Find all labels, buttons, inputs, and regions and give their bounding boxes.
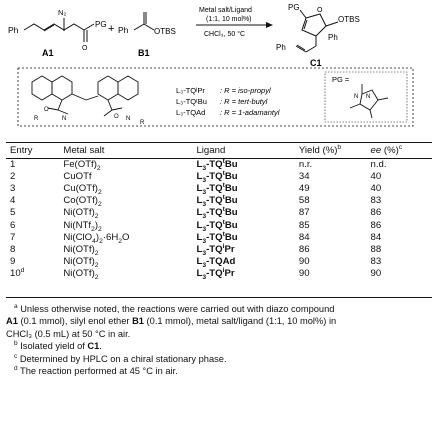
footnote-a-line3: CHCl₃ (0.5 mL) at 50 °C in air. [6, 328, 131, 339]
ligand-cell: $L_3-TQ^tBu$ [196, 218, 238, 233]
salt-cell: $Fe(OTf)_2$ [63, 158, 101, 172]
table-row [6, 182, 432, 194]
yield-cell: 90 [298, 256, 310, 268]
footnote-a: $^a$ Unless otherwise noted, the reactions were carried out with diazo compound [14, 302, 335, 314]
ligand-desc-2: : R = tert-butyl [220, 97, 268, 106]
ligand-name-1: L₃-TQᴵPr [176, 86, 205, 95]
ph-label-c1-a: Ph [328, 33, 338, 42]
ligand-cell: $L_3-TQ^tBu$ [196, 181, 238, 196]
compound-b1-structure [134, 12, 154, 30]
ph-label-a1: Ph [8, 25, 19, 35]
yield-cell: 90 [298, 268, 310, 280]
ee-cell: 84 [370, 231, 382, 243]
ligand-desc-3: : R = 1-adamantyl [220, 108, 280, 117]
yield-cell: 34 [298, 170, 310, 182]
yield-cell: 87 [298, 207, 310, 219]
compound-c1-structure [296, 10, 338, 52]
yield-cell: 85 [298, 219, 310, 231]
ligand-cell: $L_3-TQ^tBu$ [196, 230, 238, 245]
pyrazole-n1: N [354, 94, 359, 100]
ligand-oxygen-2: O [114, 114, 119, 120]
entry-cell: 1 [10, 158, 16, 170]
arrow-conditions: CHCl₃, 50 °C [204, 31, 246, 38]
label-c1: C1 [310, 58, 322, 68]
yield-cell: 49 [298, 182, 310, 194]
salt-cell: $Ni(OTf)_2$ [63, 268, 99, 282]
salt-cell: $Ni(NTf_2)_2$ [63, 219, 102, 233]
ee-cell: 86 [370, 219, 382, 231]
ligand-oxygen-1: O [44, 107, 49, 113]
footnote-c: $^c$ Determined by HPLC on a chiral stationary phase. [14, 352, 227, 364]
ligand-cell: $L_3-TQ^tBu$ [196, 169, 238, 184]
pyrazole-structure [350, 84, 388, 118]
ligand-name-3: L₃-TQAd [176, 108, 206, 117]
header-yield: Yield (%)$^b$ [298, 143, 342, 156]
yield-cell: 86 [298, 243, 310, 255]
ee-cell: 88 [370, 243, 382, 255]
entry-cell: 5 [10, 207, 16, 219]
header-ligand: Ligand [196, 145, 226, 156]
ee-cell: 83 [370, 195, 382, 207]
ligand-r-2: R [140, 120, 145, 126]
oxygen-label-a1: O [82, 45, 88, 52]
ligand-name-2: L₃-TQᵗBu [176, 97, 207, 106]
table-row [6, 231, 432, 243]
salt-cell: $Ni(OTf)_2$ [63, 256, 99, 269]
entry-cell: 2 [10, 170, 16, 182]
arrow-reagent: Metal salt/Ligand [199, 7, 252, 14]
table-header-row [6, 143, 432, 158]
ee-cell: 40 [370, 182, 382, 194]
ligand-n-1: N [62, 116, 67, 122]
results-table [6, 143, 432, 280]
ligand-cell: $L_3-TQ^iPr$ [196, 242, 235, 257]
ligand-r-1: R [34, 116, 39, 122]
entry-cell: 6 [10, 219, 16, 231]
header-entry: Entry [10, 145, 33, 156]
entry-cell: 7 [10, 231, 16, 243]
entry-cell: 4 [10, 195, 16, 207]
salt-cell: $Co(OTf)_2$ [63, 195, 102, 209]
salt-cell: $Ni(ClO_4)_2\cdot 6H_2O$ [63, 231, 130, 245]
ee-cell: 86 [370, 207, 382, 219]
ph-label-b1: Ph [118, 25, 129, 35]
table-bottom-rule [6, 297, 432, 298]
plus-sign: + [108, 23, 115, 35]
oxygen-label-c1: O [317, 7, 323, 14]
arrow-loading: (1:1, 10 mol%) [206, 16, 252, 23]
compound-a1-structure [24, 18, 94, 42]
pg-label-a1: PG [95, 20, 107, 29]
pyrazole-n2: N [366, 94, 371, 100]
table-row [6, 219, 432, 231]
header-metal-salt: Metal salt [63, 145, 105, 156]
table-footnotes [6, 303, 432, 377]
ph-label-c1-b: Ph [276, 43, 286, 52]
reaction-scheme [0, 0, 438, 128]
table-row [6, 243, 432, 255]
yield-cell: 58 [298, 195, 310, 207]
label-a1: A1 [42, 48, 54, 58]
yield-cell: n.r. [298, 158, 313, 170]
table-row [6, 256, 432, 268]
yield-cell: 84 [298, 231, 310, 243]
table-row [6, 207, 432, 219]
salt-cell: $Ni(OTf)_2$ [63, 243, 99, 257]
header-ee: ee (%)$^c$ [370, 143, 403, 156]
footnote-b: $^b$ Isolated yield of C1. [14, 340, 102, 352]
ligand-n-2: N [126, 116, 131, 122]
ligand-cell: $L_3-TQ^tBu$ [196, 157, 238, 172]
entry-cell: 10$^d$ [10, 267, 25, 280]
table-row [6, 170, 432, 182]
label-b1: B1 [138, 48, 150, 58]
ee-cell: n.d. [370, 158, 387, 170]
pg-label-c1: PG [288, 3, 300, 12]
table-row [6, 158, 432, 170]
n2-label: N₂ [58, 8, 67, 17]
ligand-desc-1: : R = iso-propyl [220, 86, 271, 95]
table-row [6, 268, 432, 280]
salt-cell: CuOTf [63, 170, 92, 182]
ligand-cell: $L_3-TQ^iPr$ [196, 267, 235, 282]
otbs-label-c1: OTBS [338, 15, 360, 24]
ligand-cell: $L_3-TQ^tBu$ [196, 206, 238, 221]
entry-cell: 3 [10, 182, 16, 194]
ligand-cell: $L_3-TQ^tBu$ [196, 193, 238, 209]
salt-cell: $Cu(OTf)_2$ [63, 182, 102, 196]
salt-cell: $Ni(OTf)_2$ [63, 207, 99, 221]
ligand-cell: $L_3$-TQAd [196, 256, 236, 269]
entry-cell: 8 [10, 243, 16, 255]
pg-definition: PG = [332, 75, 350, 84]
ee-cell: 90 [370, 268, 382, 280]
entry-cell: 9 [10, 256, 16, 268]
otbs-label-b1: OTBS [154, 27, 176, 36]
ee-cell: 40 [370, 170, 382, 182]
footnote-d: $^d$ The reaction performed at 45 °C in air. [14, 364, 178, 377]
table-row [6, 195, 432, 207]
footnote-a-line2: A1 (0.1 mmol), silyl enol ether B1 (0.1 mmol), metal salt/ligand (1:1, 10 mol%) in [6, 316, 337, 327]
ee-cell: 83 [370, 256, 382, 268]
